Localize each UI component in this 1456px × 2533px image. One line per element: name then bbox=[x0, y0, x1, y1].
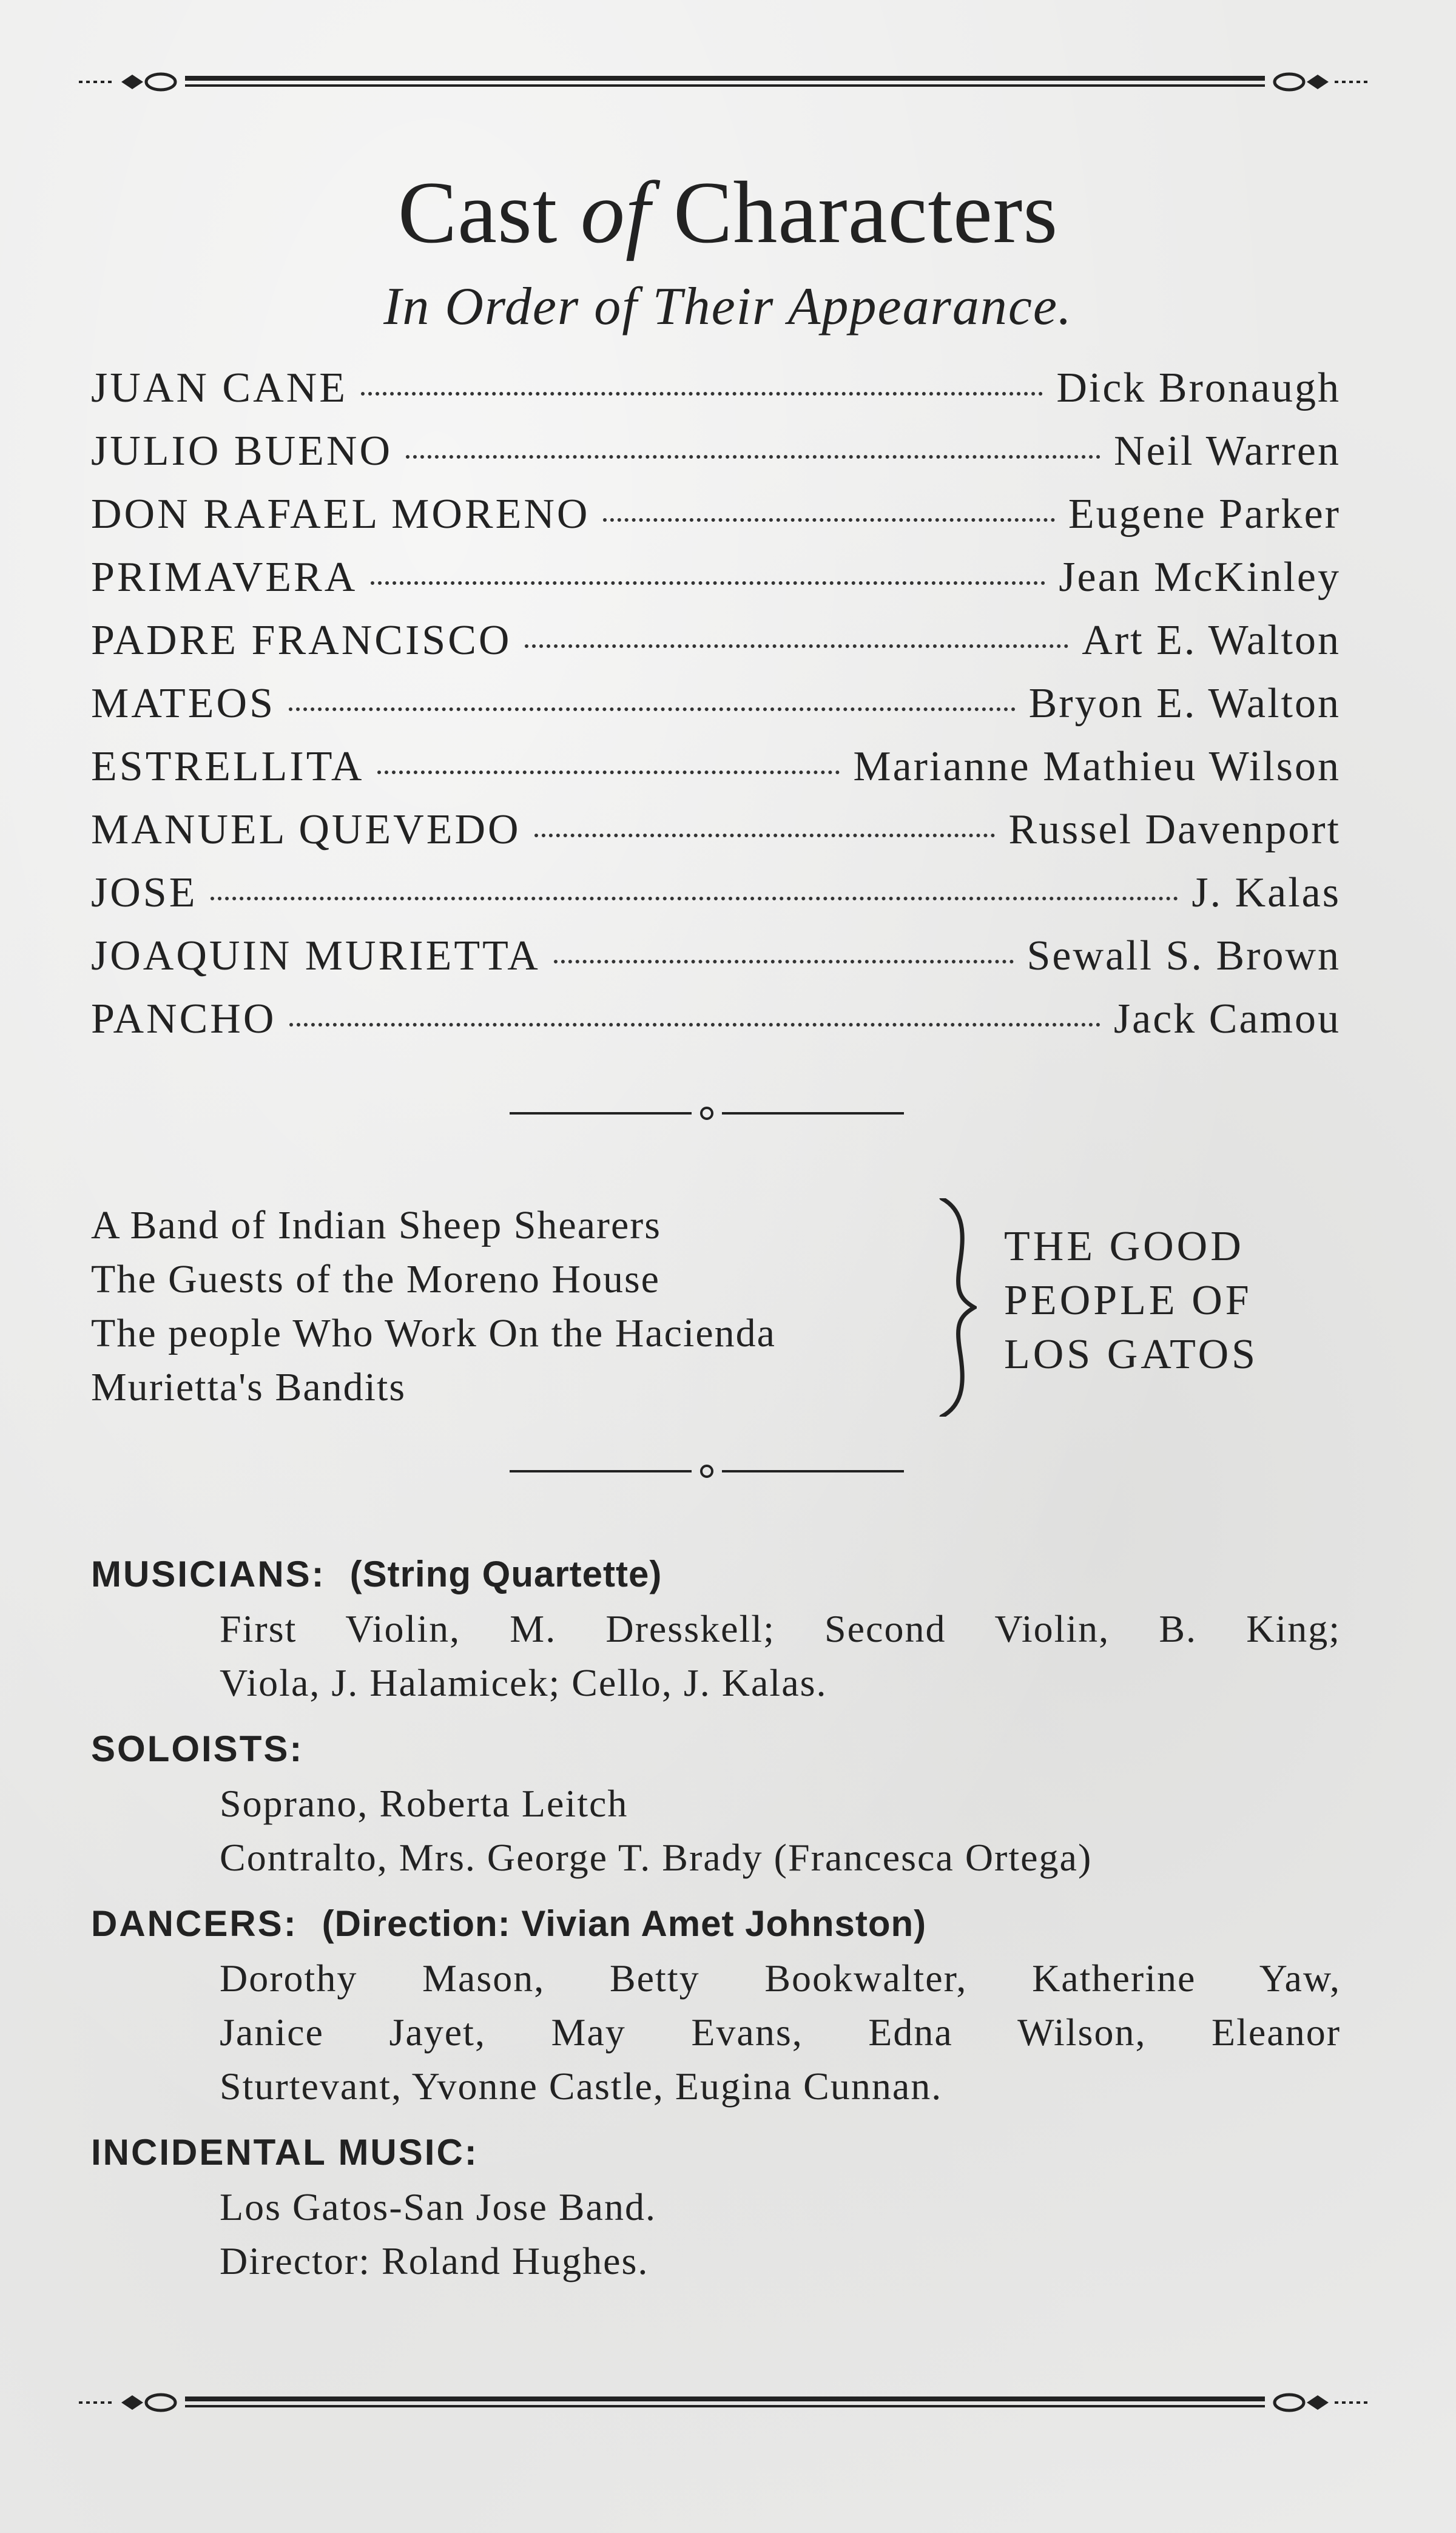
credit-line: Soprano, Roberta Leitch bbox=[220, 1782, 629, 1825]
dot-leader bbox=[525, 644, 1068, 648]
dot-leader bbox=[289, 707, 1016, 711]
actor-name: Neil Warren bbox=[1114, 428, 1341, 474]
credit-line: Contralto, Mrs. George T. Brady (Francesca Ortega) bbox=[220, 1836, 1093, 1879]
role-name: ESTRELLITA bbox=[91, 743, 365, 790]
role-name: DON RAFAEL MORENO bbox=[91, 491, 590, 538]
musicians-heading bbox=[91, 1547, 1341, 1602]
credit-line: Janice Jayet, May Evans, Edna Wilson, Eleanor bbox=[220, 2011, 1341, 2054]
actor-name: Bryon E. Walton bbox=[1028, 680, 1341, 727]
credit-line: Dorothy Mason, Betty Bookwalter, Katherine Yaw, bbox=[220, 1957, 1341, 2000]
cast-row bbox=[91, 995, 1341, 1058]
soloists-body bbox=[91, 1776, 1341, 1884]
dot-leader bbox=[554, 960, 1014, 963]
top-border-ornament bbox=[79, 70, 1371, 94]
actor-name: J. Kalas bbox=[1191, 869, 1341, 916]
dancers-section bbox=[91, 1897, 1341, 2113]
role-name: PRIMAVERA bbox=[91, 554, 358, 601]
role-name: JUAN CANE bbox=[91, 365, 348, 411]
credit-line: First Violin, M. Dresskell; Second Violin, B. King; bbox=[220, 1607, 1341, 1650]
ensemble-group-item: The Guests of the Moreno House bbox=[91, 1257, 660, 1301]
title-word-cast: Cast bbox=[397, 163, 558, 261]
cast-row bbox=[91, 680, 1341, 743]
actor-name: Dick Bronaugh bbox=[1056, 365, 1341, 411]
role-name: PADRE FRANCISCO bbox=[91, 617, 512, 664]
actor-name: Marianne Mathieu Wilson bbox=[853, 743, 1341, 790]
ensemble-label bbox=[1004, 1219, 1258, 1381]
section-heading-label: INCIDENTAL MUSIC: bbox=[91, 2132, 479, 2173]
ensemble-label-line: PEOPLE OF bbox=[1004, 1277, 1252, 1324]
section-heading-detail: (String Quartette) bbox=[349, 1554, 662, 1594]
title-word-characters: Characters bbox=[673, 163, 1059, 261]
curly-brace bbox=[934, 1198, 977, 1417]
credit-line: Viola, J. Halamicek; Cello, J. Kalas. bbox=[220, 1661, 827, 1704]
cast-row bbox=[91, 869, 1341, 932]
page-title bbox=[0, 164, 1456, 261]
dot-leader bbox=[211, 897, 1178, 900]
title-word-of: of bbox=[580, 163, 651, 261]
ensemble-label-line: LOS GATOS bbox=[1004, 1331, 1259, 1378]
credit-line: Director: Roland Hughes. bbox=[220, 2239, 649, 2282]
dot-leader bbox=[289, 1023, 1100, 1027]
cast-list bbox=[91, 364, 1341, 1058]
page-subtitle: In Order of Their Appearance. bbox=[383, 277, 1073, 336]
dot-leader bbox=[371, 581, 1045, 585]
role-name: MANUEL QUEVEDO bbox=[91, 806, 521, 853]
incidental-music-heading bbox=[91, 2125, 1341, 2180]
section-heading-detail: (Direction: Vivian Amet Johnston) bbox=[322, 1903, 927, 1944]
dancers-heading bbox=[91, 1897, 1341, 1951]
musicians-section bbox=[91, 1547, 1341, 1710]
cast-row bbox=[91, 364, 1341, 427]
incidental-music-body bbox=[91, 2180, 1341, 2288]
section-heading-label: MUSICIANS: bbox=[91, 1554, 326, 1594]
section-divider bbox=[510, 1104, 904, 1122]
dot-leader bbox=[534, 834, 996, 837]
cast-row bbox=[91, 743, 1341, 806]
section-heading-label: DANCERS: bbox=[91, 1903, 298, 1944]
ensemble-label-line: THE GOOD bbox=[1004, 1223, 1244, 1270]
dot-leader bbox=[603, 518, 1054, 522]
actor-name: Sewall S. Brown bbox=[1026, 933, 1341, 979]
actor-name: Jack Camou bbox=[1113, 996, 1341, 1042]
dot-leader bbox=[361, 392, 1043, 396]
ensemble-group-item: A Band of Indian Sheep Shearers bbox=[91, 1203, 661, 1247]
musicians-body bbox=[91, 1602, 1341, 1710]
soloists-heading bbox=[91, 1722, 1341, 1776]
ensemble-groups bbox=[91, 1198, 940, 1414]
soloists-section bbox=[91, 1722, 1341, 1884]
role-name: MATEOS bbox=[91, 680, 276, 727]
incidental-music-section bbox=[91, 2125, 1341, 2288]
dot-leader bbox=[377, 771, 840, 774]
bottom-border-ornament bbox=[79, 2390, 1371, 2415]
actor-name: Art E. Walton bbox=[1082, 617, 1341, 664]
section-heading-label: SOLOISTS: bbox=[91, 1729, 304, 1769]
dancers-body bbox=[91, 1951, 1341, 2113]
cast-row bbox=[91, 806, 1341, 869]
actor-name: Russel Davenport bbox=[1008, 806, 1341, 853]
ensemble-group-item: Murietta's Bandits bbox=[91, 1365, 406, 1409]
role-name: JULIO BUENO bbox=[91, 428, 393, 474]
credit-line: Los Gatos-San Jose Band. bbox=[220, 2185, 656, 2228]
role-name: JOAQUIN MURIETTA bbox=[91, 933, 541, 979]
actor-name: Jean McKinley bbox=[1059, 554, 1341, 601]
actor-name: Eugene Parker bbox=[1068, 491, 1341, 538]
credits-section bbox=[91, 1547, 1341, 2300]
section-divider bbox=[510, 1462, 904, 1480]
dot-leader bbox=[406, 455, 1100, 459]
cast-row bbox=[91, 616, 1341, 680]
cast-row bbox=[91, 553, 1341, 616]
role-name: JOSE bbox=[91, 869, 198, 916]
role-name: PANCHO bbox=[91, 996, 277, 1042]
cast-row bbox=[91, 490, 1341, 553]
cast-row bbox=[91, 932, 1341, 995]
ensemble-group-item: The people Who Work On the Hacienda bbox=[91, 1311, 776, 1355]
credit-line: Sturtevant, Yvonne Castle, Eugina Cunnan. bbox=[220, 2065, 943, 2108]
cast-row bbox=[91, 427, 1341, 490]
